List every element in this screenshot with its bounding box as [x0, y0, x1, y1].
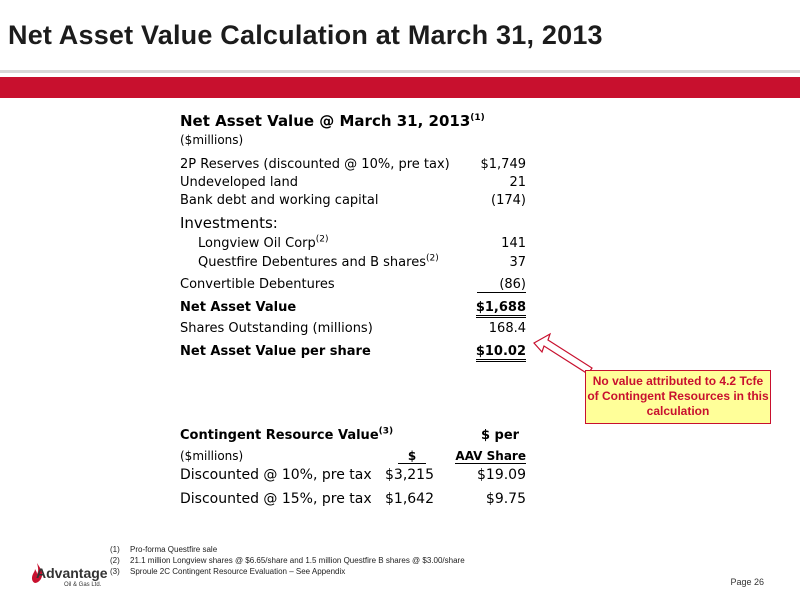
table-row: [180, 193, 526, 211]
table-row: [180, 255, 526, 273]
row-per-share: $9.75: [485, 491, 526, 507]
row-label: 2P Reserves (discounted @ 10%, pre tax): [180, 157, 450, 172]
dollar-header: $: [390, 449, 434, 463]
nav-units: ($millions): [180, 133, 244, 147]
page-title: Net Asset Value Calculation at March 31, 2013: [8, 20, 603, 50]
table-row: [180, 467, 526, 487]
row-label: Discounted @ 10%, pre tax: [180, 467, 372, 483]
table-row: [180, 344, 526, 362]
page-number: Page 26: [730, 577, 764, 587]
row-value: 141: [501, 236, 526, 251]
row-label: Investments:: [180, 214, 278, 232]
callout-note: No value attributed to 4.2 Tcfe of Contingent Resources in this calculation: [585, 370, 771, 424]
row-value: (86): [477, 277, 526, 293]
table-row: [180, 175, 526, 193]
red-banner: [0, 77, 800, 98]
row-label: Convertible Debentures: [180, 277, 335, 292]
row-value: $10.02: [476, 344, 526, 359]
row-label: Longview Oil Corp$^{(2)}$: [198, 234, 329, 251]
row-value: $3,215: [385, 467, 434, 483]
footnote: (3) Sproule 2C Contingent Resource Evaluation – See Appendix: [110, 567, 346, 576]
table-row: [180, 236, 526, 254]
contingent-units: ($millions): [180, 449, 244, 463]
aav-share-header: AAV Share: [455, 449, 526, 463]
footnote: (1) Pro-forma Questfire sale: [110, 545, 218, 554]
footnote: (2) 21.1 million Longview shares @ $6.65/share and 1.5 million Questfire B shares @ $3.00/share: [110, 556, 465, 565]
table-row: [180, 277, 526, 295]
row-value: 21: [509, 175, 526, 190]
per-share-header: $ per: [480, 428, 520, 443]
company-logo-sub: Oil & Gas Ltd.: [64, 582, 102, 588]
title-divider: [0, 70, 800, 73]
nav-heading: Net Asset Value @ March 31, 2013$^{(1)}$: [180, 112, 485, 130]
row-value: $1,642: [385, 491, 434, 507]
row-label: Undeveloped land: [180, 175, 298, 190]
table-row: [180, 214, 526, 232]
row-label: Net Asset Value per share: [180, 344, 371, 359]
table-row: [180, 300, 526, 318]
row-value: (174): [491, 193, 526, 208]
table-row: [180, 491, 526, 511]
company-logo: Advantage: [36, 565, 108, 581]
row-per-share: $19.09: [477, 467, 526, 483]
table-row: [180, 157, 526, 175]
contingent-heading: Contingent Resource Value$^{(3)}$: [180, 426, 394, 443]
row-label: Questfire Debentures and B shares$^{(2)}$: [198, 253, 439, 270]
row-value: $1,749: [480, 157, 526, 172]
row-label: Bank debt and working capital: [180, 193, 379, 208]
row-value: 37: [509, 255, 526, 270]
row-value: $1,688: [476, 300, 526, 315]
row-value: 168.4: [488, 321, 526, 336]
row-label: Discounted @ 15%, pre tax: [180, 491, 372, 507]
row-label: Shares Outstanding (millions): [180, 321, 373, 336]
row-label: Net Asset Value: [180, 300, 297, 315]
table-row: [180, 321, 526, 339]
